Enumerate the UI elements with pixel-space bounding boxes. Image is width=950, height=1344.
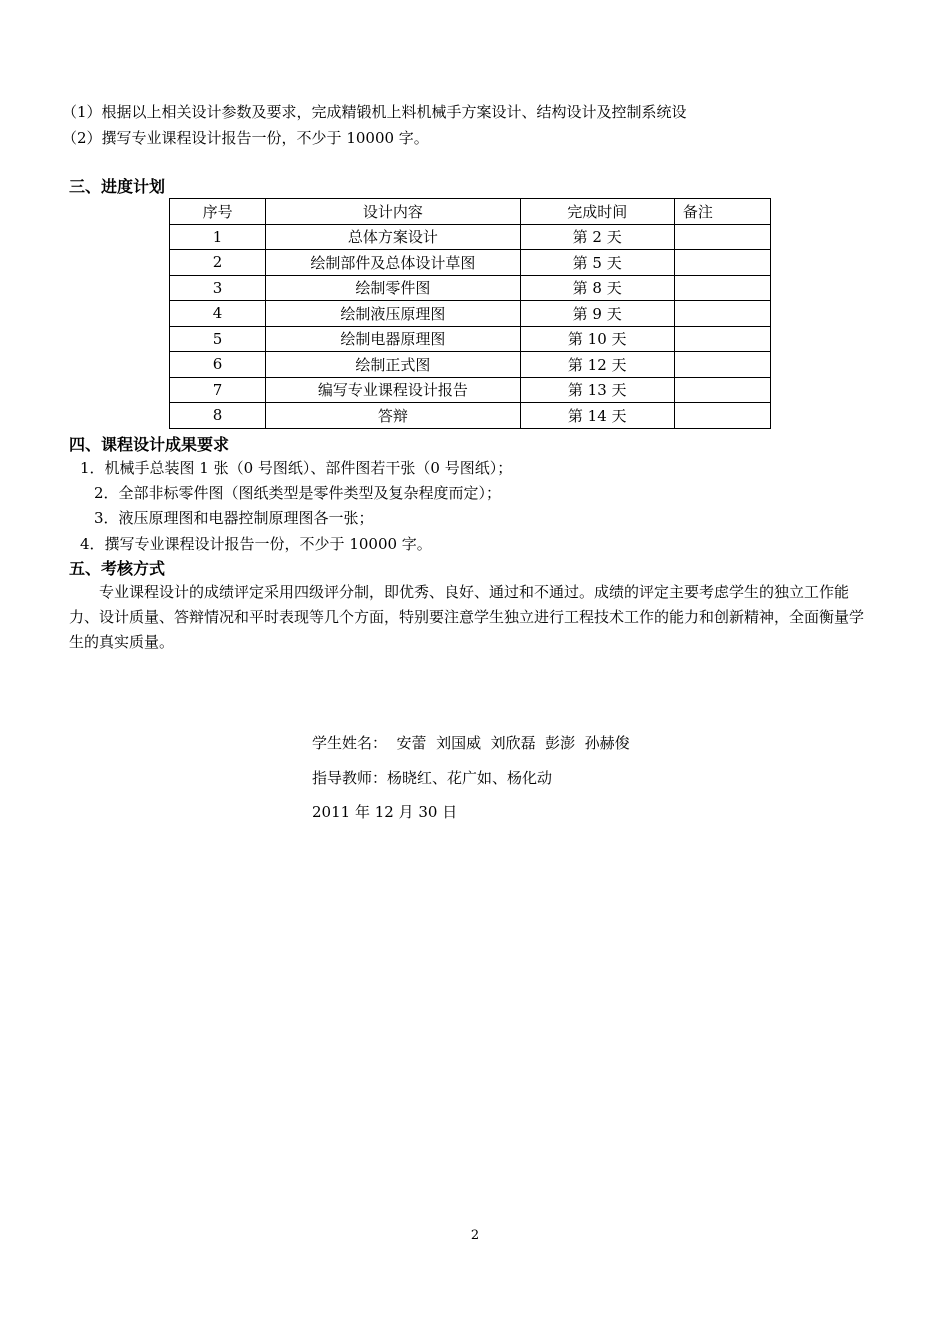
row-time: 第 5 天 (520, 250, 674, 276)
deliverable-item: 1．机械手总装图 1 张（0 号图纸）、部件图若干张（0 号图纸）； (80, 459, 513, 477)
deliverable-item: 4．撰写专业课程设计报告一份，不少于 10000 字。 (80, 535, 432, 553)
page-number: 2 (470, 1228, 480, 1243)
row-no: 4 (170, 301, 266, 327)
instructor-names: 指导教师：杨晓红、花广如、杨化动 (312, 769, 553, 787)
student-names: 学生姓名： 安蕾 刘国威 刘欣磊 彭澎 孙赫俊 (312, 734, 630, 752)
row-note (674, 301, 770, 327)
row-time: 第 13 天 (520, 377, 674, 403)
deliverable-item: 2．全部非标零件图（图纸类型是零件类型及复杂程度而定）； (94, 484, 502, 502)
table-row (170, 250, 771, 276)
assessment-paragraph: 专业课程设计的成绩评定采用四级评分制，即优秀、良好、通过和不通过。成绩的评定主要考虑学生的独立工作能力、设计质量、答辩情况和平时表现等几个方面，特别要注意学生独立进行工程技术工作的能力和创新精神，全面衡量学生的真实质量。 (69, 583, 865, 651)
row-content: 绘制部件及总体设计草图 (266, 250, 520, 276)
row-time: 第 8 天 (520, 275, 674, 301)
row-no: 1 (170, 224, 266, 250)
section-heading-assessment: 五、考核方式 (69, 559, 166, 578)
row-content: 编写专业课程设计报告 (266, 377, 520, 403)
intro-line-2: （2）撰写专业课程设计报告一份，不少于 10000 字。 (62, 129, 429, 147)
row-note (674, 224, 770, 250)
header-no: 序号 (170, 199, 266, 225)
row-time: 第 12 天 (520, 352, 674, 378)
row-note (674, 403, 770, 429)
row-no: 3 (170, 275, 266, 301)
row-content: 绘制液压原理图 (266, 301, 520, 327)
intro-line-1: （1）根据以上相关设计参数及要求，完成精锻机上料机械手方案设计、结构设计及控制系统设 (62, 103, 687, 121)
row-note (674, 275, 770, 301)
row-no: 7 (170, 377, 266, 403)
header-note: 备注 (674, 199, 770, 225)
row-content: 绘制电器原理图 (266, 326, 520, 352)
row-content: 绘制正式图 (266, 352, 520, 378)
table-row (170, 326, 771, 352)
deliverable-item: 3．液压原理图和电器控制原理图各一张； (94, 509, 374, 527)
row-note (674, 377, 770, 403)
table-row (170, 352, 771, 378)
section-heading-schedule: 三、进度计划 (69, 177, 166, 196)
row-time: 第 10 天 (520, 326, 674, 352)
row-content: 总体方案设计 (266, 224, 520, 250)
row-no: 2 (170, 250, 266, 276)
row-time: 第 9 天 (520, 301, 674, 327)
row-note (674, 352, 770, 378)
row-no: 5 (170, 326, 266, 352)
table-header-row (170, 199, 771, 225)
row-no: 6 (170, 352, 266, 378)
row-content: 绘制零件图 (266, 275, 520, 301)
table-row (170, 403, 771, 429)
header-time: 完成时间 (520, 199, 674, 225)
section-heading-deliverables: 四、课程设计成果要求 (69, 435, 230, 454)
signature-date: 2011 年 12 月 30 日 (312, 803, 458, 821)
table-row (170, 275, 771, 301)
row-note (674, 326, 770, 352)
table-row (170, 301, 771, 327)
row-time: 第 2 天 (520, 224, 674, 250)
table-row (170, 377, 771, 403)
row-content: 答辩 (266, 403, 520, 429)
schedule-table (169, 198, 771, 429)
header-content: 设计内容 (266, 199, 520, 225)
row-note (674, 250, 770, 276)
row-time: 第 14 天 (520, 403, 674, 429)
table-row (170, 224, 771, 250)
row-no: 8 (170, 403, 266, 429)
